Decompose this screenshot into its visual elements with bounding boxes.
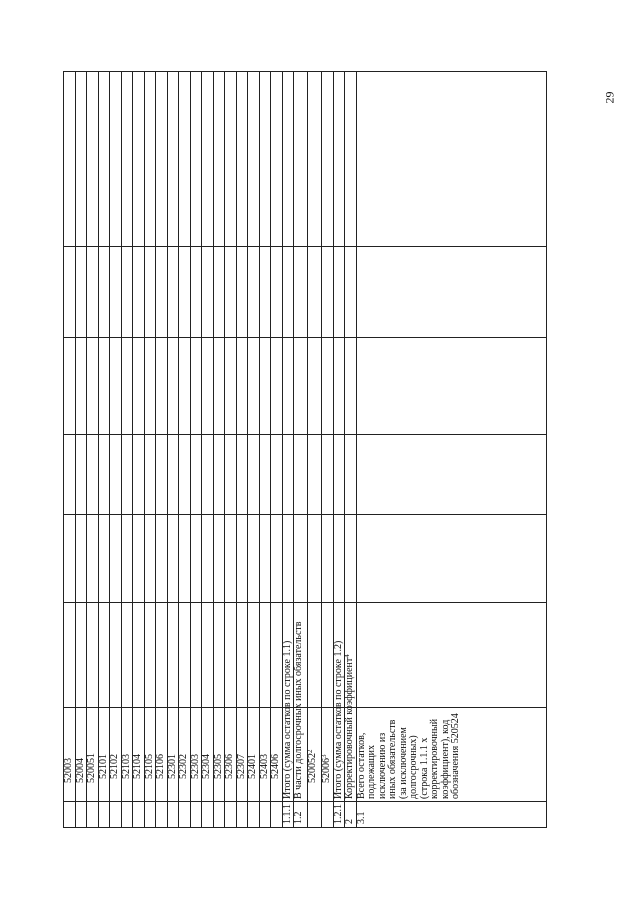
table-row bbox=[190, 72, 202, 828]
empty-cell bbox=[110, 515, 122, 603]
empty-cell bbox=[225, 515, 237, 603]
empty-cell bbox=[167, 603, 179, 708]
row-label bbox=[87, 708, 99, 802]
row-label-text: Корректировочный коэффициент bbox=[344, 657, 355, 799]
empty-cell bbox=[271, 435, 283, 515]
table-row bbox=[259, 72, 271, 828]
row-label bbox=[144, 708, 156, 802]
empty-cell bbox=[87, 72, 99, 247]
row-number: 1.2 bbox=[294, 802, 308, 828]
row-label bbox=[202, 708, 214, 802]
row-label bbox=[356, 708, 546, 802]
empty-cell bbox=[248, 72, 260, 247]
empty-cell bbox=[282, 435, 294, 515]
table-row bbox=[144, 72, 156, 828]
empty-cell bbox=[64, 338, 76, 435]
row-number: 2 bbox=[345, 802, 357, 828]
empty-cell bbox=[179, 247, 191, 338]
row-number bbox=[225, 802, 237, 828]
empty-cell bbox=[110, 435, 122, 515]
empty-cell bbox=[179, 72, 191, 247]
empty-cell bbox=[202, 515, 214, 603]
empty-cell bbox=[322, 603, 334, 708]
empty-cell bbox=[294, 515, 308, 603]
empty-cell bbox=[133, 338, 145, 435]
empty-cell bbox=[308, 247, 322, 338]
row-label-text: 52106 bbox=[155, 754, 166, 779]
table-row bbox=[87, 72, 99, 828]
row-number bbox=[308, 802, 322, 828]
empty-cell bbox=[144, 247, 156, 338]
row-number bbox=[213, 802, 225, 828]
empty-cell bbox=[98, 72, 110, 247]
empty-cell bbox=[225, 247, 237, 338]
empty-cell bbox=[345, 72, 357, 247]
row-label-text: В части долгосрочных иных обязательств bbox=[293, 621, 304, 799]
empty-cell bbox=[179, 603, 191, 708]
row-label bbox=[213, 708, 225, 802]
empty-cell bbox=[87, 338, 99, 435]
empty-cell bbox=[144, 72, 156, 247]
empty-cell bbox=[356, 247, 546, 338]
empty-cell bbox=[213, 338, 225, 435]
row-label-text: Итого (сумма остатков по строке 1.2) bbox=[332, 640, 344, 799]
empty-cell bbox=[248, 247, 260, 338]
empty-cell bbox=[110, 338, 122, 435]
empty-cell bbox=[282, 72, 294, 247]
row-number bbox=[248, 802, 260, 828]
table-row bbox=[308, 72, 322, 828]
row-label-text: 52103 bbox=[120, 754, 132, 779]
row-label-text: 52306 bbox=[224, 754, 235, 779]
empty-cell bbox=[236, 515, 248, 603]
empty-cell bbox=[356, 338, 546, 435]
table-body bbox=[64, 72, 547, 828]
row-label-text: 52101 bbox=[97, 754, 109, 779]
empty-cell bbox=[248, 435, 260, 515]
empty-cell bbox=[322, 435, 334, 515]
empty-cell bbox=[259, 515, 271, 603]
empty-cell bbox=[202, 435, 214, 515]
empty-cell bbox=[167, 515, 179, 603]
empty-cell bbox=[259, 247, 271, 338]
row-number bbox=[156, 802, 168, 828]
row-label bbox=[248, 708, 260, 802]
table-row bbox=[294, 72, 308, 828]
empty-cell bbox=[144, 603, 156, 708]
empty-cell bbox=[236, 603, 248, 708]
empty-cell bbox=[308, 515, 322, 603]
empty-cell bbox=[322, 515, 334, 603]
row-label bbox=[190, 708, 202, 802]
row-label bbox=[271, 708, 283, 802]
row-label bbox=[293, 621, 308, 802]
empty-cell bbox=[190, 247, 202, 338]
empty-cell bbox=[64, 603, 76, 708]
empty-cell bbox=[121, 435, 133, 515]
empty-cell bbox=[308, 603, 322, 708]
empty-cell bbox=[110, 603, 122, 708]
empty-cell bbox=[121, 338, 133, 435]
empty-cell bbox=[248, 338, 260, 435]
empty-cell bbox=[213, 515, 225, 603]
row-number bbox=[64, 802, 76, 828]
table-row bbox=[322, 72, 334, 828]
empty-cell bbox=[202, 603, 214, 708]
table-row bbox=[345, 72, 357, 828]
empty-cell bbox=[345, 435, 357, 515]
row-label-text: 52004 bbox=[74, 758, 86, 783]
row-number bbox=[110, 802, 122, 828]
empty-cell bbox=[333, 515, 345, 603]
empty-cell bbox=[156, 603, 168, 708]
row-label-text: 52303 bbox=[189, 754, 201, 779]
row-label-text: Итого (сумма остатков по строке 1.1) bbox=[281, 640, 293, 799]
table-row bbox=[248, 72, 260, 828]
row-label-text: 52406 bbox=[270, 754, 281, 779]
row-label-text: 52102 bbox=[109, 754, 120, 779]
empty-cell bbox=[282, 247, 294, 338]
empty-cell bbox=[64, 515, 76, 603]
empty-cell bbox=[236, 247, 248, 338]
row-number: 1.2.1 bbox=[333, 802, 345, 828]
empty-cell bbox=[333, 435, 345, 515]
empty-cell bbox=[225, 338, 237, 435]
empty-cell bbox=[110, 247, 122, 338]
empty-cell bbox=[167, 338, 179, 435]
row-label bbox=[133, 708, 145, 802]
row-number bbox=[322, 802, 334, 828]
row-label-text: 52304 bbox=[201, 754, 212, 779]
table-row bbox=[133, 72, 145, 828]
empty-cell bbox=[110, 72, 122, 247]
empty-cell bbox=[333, 72, 345, 247]
table-row bbox=[202, 72, 214, 828]
row-label bbox=[110, 708, 122, 802]
table-row bbox=[333, 72, 345, 828]
empty-cell bbox=[259, 338, 271, 435]
table-row bbox=[282, 72, 294, 828]
row-number bbox=[133, 802, 145, 828]
empty-cell bbox=[322, 72, 334, 247]
empty-cell bbox=[225, 435, 237, 515]
row-number bbox=[144, 802, 156, 828]
row-label bbox=[259, 708, 271, 802]
empty-cell bbox=[87, 435, 99, 515]
empty-cell bbox=[322, 338, 334, 435]
empty-cell bbox=[356, 603, 546, 708]
row-label-text: 52305 bbox=[212, 754, 224, 779]
empty-cell bbox=[271, 338, 283, 435]
page-number: 29 bbox=[602, 91, 617, 104]
empty-cell bbox=[308, 435, 322, 515]
empty-cell bbox=[133, 72, 145, 247]
empty-cell bbox=[236, 338, 248, 435]
data-table bbox=[63, 71, 547, 828]
empty-cell bbox=[259, 603, 271, 708]
table-row bbox=[64, 72, 76, 828]
row-number: 3.1 bbox=[356, 802, 546, 828]
empty-cell bbox=[64, 435, 76, 515]
empty-cell bbox=[202, 247, 214, 338]
empty-cell bbox=[144, 515, 156, 603]
row-number bbox=[179, 802, 191, 828]
empty-cell bbox=[202, 338, 214, 435]
empty-cell bbox=[308, 338, 322, 435]
empty-cell bbox=[121, 603, 133, 708]
row-number bbox=[271, 802, 283, 828]
empty-cell bbox=[156, 338, 168, 435]
empty-cell bbox=[133, 515, 145, 603]
row-label-text: 52403 bbox=[258, 754, 270, 779]
empty-cell bbox=[98, 435, 110, 515]
empty-cell bbox=[121, 72, 133, 247]
empty-cell bbox=[98, 515, 110, 603]
empty-cell bbox=[282, 338, 294, 435]
empty-cell bbox=[64, 72, 76, 247]
empty-cell bbox=[167, 247, 179, 338]
empty-cell bbox=[356, 72, 546, 247]
empty-cell bbox=[144, 338, 156, 435]
row-number bbox=[202, 802, 214, 828]
empty-cell bbox=[322, 247, 334, 338]
empty-cell bbox=[167, 72, 179, 247]
empty-cell bbox=[248, 515, 260, 603]
empty-cell bbox=[271, 603, 283, 708]
row-label-text: Всего остатков, подлежащих исключению из иных обязательств (за исключением долгосрочных) (строка 1.1.1 х корректировочный коэффициент), код обозначения 520524 bbox=[355, 713, 461, 799]
row-label bbox=[332, 640, 345, 802]
row-label bbox=[75, 708, 87, 802]
row-label bbox=[167, 708, 179, 802]
row-number bbox=[190, 802, 202, 828]
empty-cell bbox=[190, 515, 202, 603]
row-label bbox=[225, 708, 237, 802]
empty-cell bbox=[225, 603, 237, 708]
table-row bbox=[213, 72, 225, 828]
empty-cell bbox=[156, 435, 168, 515]
empty-cell bbox=[190, 338, 202, 435]
empty-cell bbox=[190, 435, 202, 515]
empty-cell bbox=[282, 515, 294, 603]
empty-cell bbox=[308, 72, 322, 247]
empty-cell bbox=[294, 72, 308, 247]
empty-cell bbox=[133, 435, 145, 515]
row-number bbox=[75, 802, 87, 828]
empty-cell bbox=[179, 435, 191, 515]
empty-cell bbox=[213, 247, 225, 338]
empty-cell bbox=[75, 603, 87, 708]
empty-cell bbox=[133, 603, 145, 708]
empty-cell bbox=[294, 247, 308, 338]
empty-cell bbox=[75, 72, 87, 247]
footnote-mark: 3 bbox=[320, 754, 328, 758]
empty-cell bbox=[133, 247, 145, 338]
table-row bbox=[271, 72, 283, 828]
row-label bbox=[236, 708, 248, 802]
empty-cell bbox=[121, 515, 133, 603]
table-row bbox=[75, 72, 87, 828]
empty-cell bbox=[190, 603, 202, 708]
empty-cell bbox=[75, 515, 87, 603]
empty-cell bbox=[64, 247, 76, 338]
row-label-text: 52302 bbox=[178, 754, 189, 779]
empty-cell bbox=[98, 603, 110, 708]
empty-cell bbox=[167, 435, 179, 515]
table-row bbox=[110, 72, 122, 828]
empty-cell bbox=[156, 515, 168, 603]
table-row bbox=[156, 72, 168, 828]
empty-cell bbox=[213, 435, 225, 515]
empty-cell bbox=[179, 515, 191, 603]
table-row bbox=[167, 72, 179, 828]
empty-cell bbox=[236, 435, 248, 515]
row-number bbox=[98, 802, 110, 828]
table-row bbox=[356, 72, 546, 828]
empty-cell bbox=[87, 603, 99, 708]
table-row bbox=[225, 72, 237, 828]
row-label-text: 52104 bbox=[132, 754, 143, 779]
empty-cell bbox=[259, 72, 271, 247]
empty-cell bbox=[259, 435, 271, 515]
empty-cell bbox=[75, 338, 87, 435]
empty-cell bbox=[87, 247, 99, 338]
row-label-text: 52003 bbox=[63, 758, 74, 783]
empty-cell bbox=[213, 72, 225, 247]
empty-cell bbox=[333, 338, 345, 435]
row-label bbox=[156, 708, 168, 802]
table-row bbox=[121, 72, 133, 828]
empty-cell bbox=[156, 247, 168, 338]
row-label bbox=[64, 708, 76, 802]
table-row bbox=[98, 72, 110, 828]
row-label bbox=[322, 708, 334, 802]
empty-cell bbox=[179, 338, 191, 435]
row-label-text: 52105 bbox=[143, 754, 155, 779]
row-label bbox=[179, 708, 191, 802]
empty-cell bbox=[87, 515, 99, 603]
empty-cell bbox=[156, 72, 168, 247]
empty-cell bbox=[356, 435, 546, 515]
row-label-text: 52401 bbox=[247, 754, 258, 779]
footnote-mark: 2 bbox=[306, 749, 314, 753]
row-label-text: 520051 bbox=[86, 753, 97, 783]
empty-cell bbox=[345, 338, 357, 435]
empty-cell bbox=[98, 338, 110, 435]
empty-cell bbox=[294, 435, 308, 515]
row-number bbox=[121, 802, 133, 828]
empty-cell bbox=[121, 247, 133, 338]
footnote-mark: 4 bbox=[343, 654, 351, 658]
row-label bbox=[281, 640, 294, 802]
empty-cell bbox=[75, 247, 87, 338]
table-row bbox=[236, 72, 248, 828]
row-label bbox=[121, 708, 133, 802]
empty-cell bbox=[202, 72, 214, 247]
empty-cell bbox=[271, 247, 283, 338]
row-number bbox=[259, 802, 271, 828]
empty-cell bbox=[225, 72, 237, 247]
row-label-text: 52006 bbox=[321, 758, 332, 783]
empty-cell bbox=[248, 603, 260, 708]
empty-cell bbox=[356, 515, 546, 603]
empty-cell bbox=[294, 338, 308, 435]
row-label bbox=[343, 654, 357, 802]
row-label-text: 52307 bbox=[235, 754, 247, 779]
empty-cell bbox=[271, 515, 283, 603]
row-label bbox=[98, 708, 110, 802]
empty-cell bbox=[190, 72, 202, 247]
rotated-table-wrapper bbox=[63, 72, 519, 828]
empty-cell bbox=[345, 515, 357, 603]
row-number bbox=[236, 802, 248, 828]
empty-cell bbox=[213, 603, 225, 708]
empty-cell bbox=[345, 247, 357, 338]
row-number bbox=[167, 802, 179, 828]
empty-cell bbox=[98, 247, 110, 338]
empty-cell bbox=[144, 435, 156, 515]
row-label-text: 520052 bbox=[307, 753, 318, 783]
empty-cell bbox=[75, 435, 87, 515]
empty-cell bbox=[271, 72, 283, 247]
row-number: 1.1.1 bbox=[282, 802, 294, 828]
empty-cell bbox=[333, 247, 345, 338]
empty-cell bbox=[236, 72, 248, 247]
row-number bbox=[87, 802, 99, 828]
row-label-text: 52301 bbox=[166, 754, 178, 779]
table-row bbox=[179, 72, 191, 828]
